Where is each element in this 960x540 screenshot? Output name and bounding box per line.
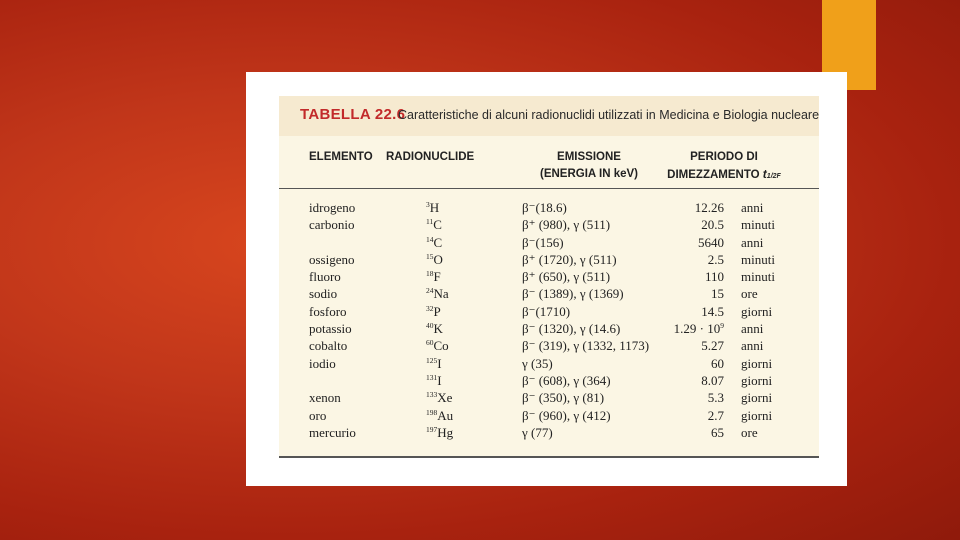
- cell-half-life-value: 2.7: [707, 407, 724, 423]
- cell-emission: β⁻ (350), γ (81): [522, 390, 605, 406]
- header-element: ELEMENTO: [309, 151, 373, 163]
- table-row: [279, 390, 819, 407]
- mass-number: 125: [426, 355, 438, 365]
- table-bottom-rule: [279, 456, 819, 458]
- nuclide-symbol: K: [433, 321, 443, 337]
- table-row: [279, 269, 819, 286]
- nuclide-symbol: Hg: [437, 424, 454, 440]
- header-period-line1: PERIODO DI: [690, 151, 758, 163]
- half-life-symbol: t1/2F: [762, 167, 781, 181]
- cell-half-life-value: $1.29 \cdot 10^9$: [673, 321, 724, 337]
- cell-half-life-unit: anni: [741, 321, 764, 337]
- table-row: [279, 338, 819, 355]
- cell-half-life-value: 110: [704, 269, 724, 285]
- nuclide-symbol: P: [433, 303, 441, 319]
- cell-half-life-value: 14.5: [701, 303, 724, 319]
- mass-number: 3: [426, 200, 430, 209]
- mass-number: 197: [426, 424, 438, 434]
- cell-radionuclide: [426, 338, 449, 354]
- nuclide-symbol: Au: [437, 407, 454, 423]
- cell-half-life-unit: giorni: [741, 355, 773, 371]
- header-emission-line2: (ENERGIA IN keV): [540, 168, 638, 180]
- cell-half-life-unit: minuti: [741, 217, 775, 233]
- cell-radionuclide: [426, 373, 442, 389]
- mass-number: 32: [426, 303, 434, 313]
- cell-element: cobalto: [309, 338, 348, 354]
- cell-element: carbonio: [309, 217, 355, 233]
- table-label: TABELLA 22.6: [300, 106, 406, 123]
- table-title-bar: [279, 96, 819, 136]
- nuclide-symbol: I: [437, 355, 442, 371]
- table-row: [279, 304, 819, 321]
- cell-emission: β⁻ (319), γ (1332, 1173): [522, 338, 650, 354]
- table-row: [279, 373, 819, 390]
- cell-element: xenon: [309, 390, 341, 406]
- mass-number: 131: [426, 372, 438, 382]
- cell-element: fluoro: [309, 269, 341, 285]
- cell-emission: β⁺ (650), γ (511): [522, 269, 611, 285]
- mass-number: 15: [426, 251, 434, 261]
- table-row: [279, 425, 819, 442]
- cell-half-life-unit: anni: [741, 200, 764, 215]
- cell-radionuclide: [426, 286, 449, 302]
- cell-radionuclide: [426, 321, 443, 337]
- cell-radionuclide: [426, 425, 453, 441]
- table-header: [279, 136, 819, 189]
- cell-emission: β⁻(156): [522, 234, 564, 250]
- table-row: [279, 200, 819, 217]
- table-body: [279, 200, 819, 442]
- cell-radionuclide: [426, 408, 453, 424]
- cell-element: idrogeno: [309, 200, 356, 215]
- table-row: [279, 321, 819, 338]
- cell-radionuclide: [426, 217, 442, 233]
- cell-radionuclide: [426, 356, 442, 372]
- mass-number: 14: [426, 234, 434, 244]
- nuclide-symbol: O: [433, 251, 443, 267]
- cell-emission: β⁻(1710): [522, 303, 571, 319]
- cell-radionuclide: [426, 269, 441, 285]
- cell-half-life-unit: anni: [741, 234, 764, 250]
- header-period: [664, 149, 784, 185]
- nuclide-symbol: H: [429, 200, 440, 215]
- cell-emission: γ (77): [522, 424, 553, 440]
- cell-half-life-unit: minuti: [741, 269, 775, 285]
- mass-number: 24: [426, 286, 434, 296]
- cell-emission: β⁻(18.6): [522, 200, 567, 215]
- cell-half-life-unit: giorni: [741, 303, 773, 319]
- table-row: [279, 252, 819, 269]
- cell-half-life-unit: minuti: [741, 251, 775, 267]
- header-emission-line1: EMISSIONE: [557, 151, 621, 163]
- table-title: Caratteristiche di alcuni radionuclidi utilizzati in Medicina e Biologia nucleare: [398, 108, 820, 122]
- cell-half-life-unit: ore: [741, 424, 758, 440]
- radionuclide-table: [279, 96, 819, 458]
- cell-half-life-value: 8.07: [701, 372, 724, 388]
- cell-radionuclide: [426, 200, 439, 216]
- cell-half-life-value: 5.3: [707, 390, 724, 406]
- nuclide-symbol: C: [433, 217, 442, 233]
- mass-number: 40: [426, 321, 434, 331]
- table-row: [279, 217, 819, 234]
- cell-half-life-value: 5.27: [701, 338, 724, 354]
- cell-emission: β⁺ (1720), γ (511): [522, 251, 617, 267]
- cell-half-life-value: 12.26: [694, 200, 724, 215]
- cell-half-life-unit: anni: [741, 338, 764, 354]
- cell-element: iodio: [309, 355, 336, 371]
- cell-radionuclide: [426, 252, 443, 268]
- cell-half-life-unit: ore: [741, 286, 758, 302]
- nuclide-symbol: I: [437, 372, 442, 388]
- cell-half-life-value: 15: [711, 286, 724, 302]
- cell-emission: β⁻ (1320), γ (14.6): [522, 321, 621, 337]
- cell-element: sodio: [309, 286, 338, 302]
- cell-element: mercurio: [309, 424, 356, 440]
- mass-number: 18: [426, 269, 434, 279]
- nuclide-symbol: F: [433, 269, 441, 285]
- cell-half-life-value: 5640: [698, 234, 724, 250]
- cell-half-life-value: 2.5: [707, 251, 724, 267]
- mass-number: 198: [426, 407, 438, 417]
- cell-half-life-value: 20.5: [701, 217, 724, 233]
- cell-half-life-unit: giorni: [741, 390, 773, 406]
- cell-element: oro: [309, 407, 327, 423]
- cell-emission: β⁻ (960), γ (412): [522, 407, 611, 423]
- cell-element: ossigeno: [309, 251, 355, 267]
- mass-number: 11: [426, 217, 434, 227]
- nuclide-symbol: Co: [433, 338, 449, 354]
- header-period-text: DIMEZZAMENTO: [667, 169, 760, 181]
- mass-number: 60: [426, 338, 434, 348]
- table-row: [279, 408, 819, 425]
- nuclide-symbol: C: [433, 234, 443, 250]
- table-row: [279, 356, 819, 373]
- cell-radionuclide: [426, 304, 441, 320]
- cell-half-life-value: 60: [711, 355, 724, 371]
- header-emission: [529, 149, 649, 183]
- mass-number: 133: [426, 390, 438, 400]
- header-radionuclide: RADIONUCLIDE: [386, 151, 475, 163]
- cell-radionuclide: [426, 235, 442, 251]
- table-image-card: [246, 72, 847, 486]
- header-period-line2: [664, 166, 784, 185]
- nuclide-symbol: Na: [433, 286, 449, 302]
- cell-emission: β⁻ (1389), γ (1369): [522, 286, 624, 302]
- cell-half-life-unit: giorni: [741, 372, 773, 388]
- cell-emission: γ (35): [522, 355, 553, 371]
- cell-emission: β⁻ (608), γ (364): [522, 372, 611, 388]
- table-row: [279, 235, 819, 252]
- cell-radionuclide: [426, 390, 452, 406]
- cell-half-life-unit: giorni: [741, 407, 773, 423]
- cell-half-life-value: 65: [711, 424, 724, 440]
- table-row: [279, 286, 819, 303]
- cell-emission: β⁺ (980), γ (511): [522, 217, 611, 233]
- cell-element: fosforo: [309, 303, 347, 319]
- cell-element: potassio: [309, 321, 352, 337]
- nuclide-symbol: Xe: [437, 390, 453, 406]
